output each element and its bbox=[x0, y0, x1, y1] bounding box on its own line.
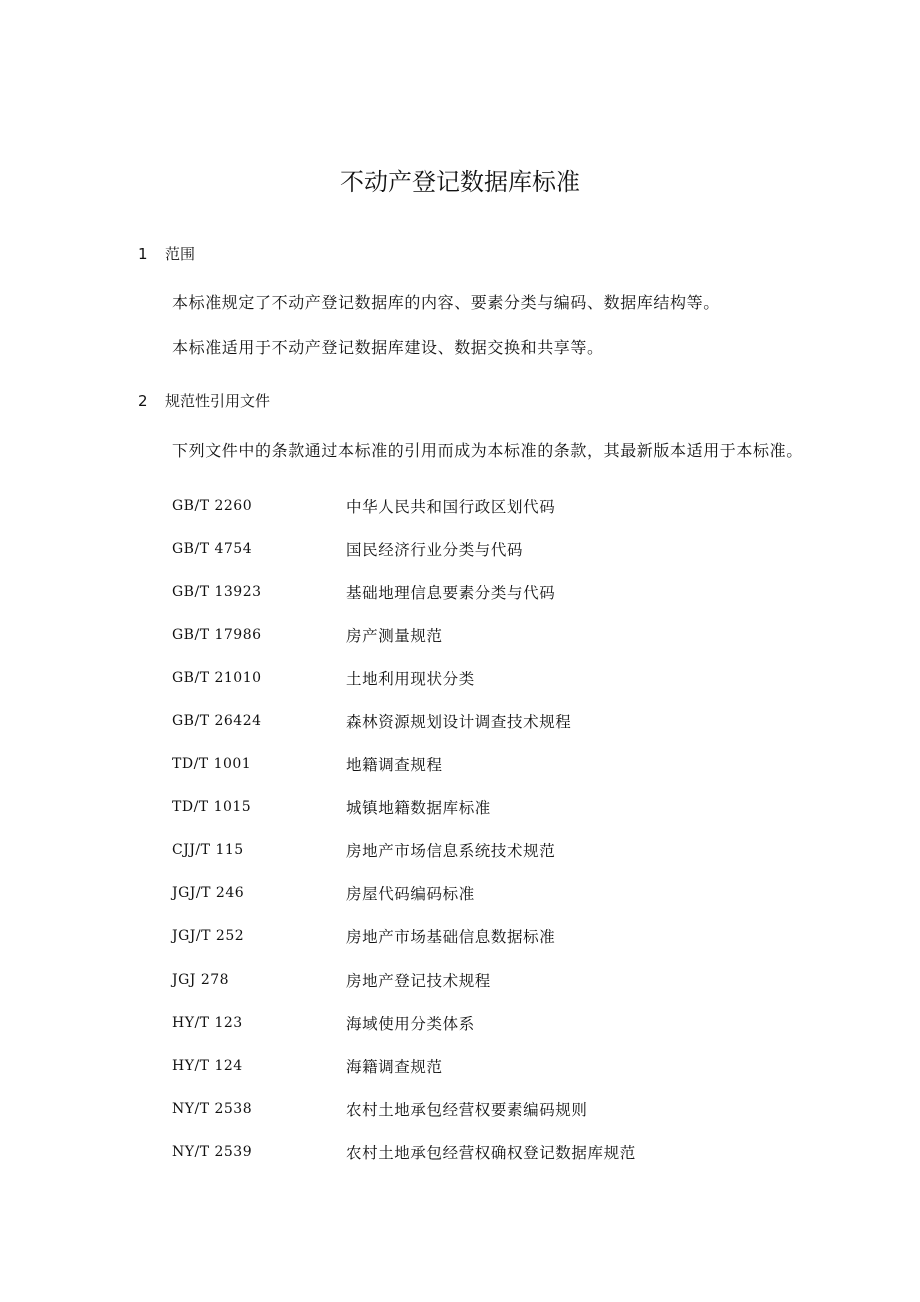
reference-name: 房地产市场基础信息数据标准 bbox=[346, 928, 556, 947]
reference-name: 土地利用现状分类 bbox=[346, 669, 475, 688]
reference-code: HY/T 123 bbox=[172, 1014, 243, 1031]
section-heading-scope bbox=[138, 244, 195, 264]
reference-item bbox=[172, 613, 636, 656]
reference-list bbox=[172, 484, 636, 1174]
reference-code: JGJ/T 246 bbox=[172, 885, 245, 902]
reference-code: GB/T 4754 bbox=[172, 540, 253, 557]
reference-code: HY/T 124 bbox=[172, 1057, 243, 1074]
reference-name: 地籍调查规程 bbox=[346, 756, 443, 775]
reference-code: GB/T 13923 bbox=[172, 583, 262, 600]
reference-code: JGJ 278 bbox=[172, 971, 230, 988]
section-number: 1 bbox=[138, 245, 148, 263]
reference-code: GB/T 26424 bbox=[172, 713, 262, 730]
reference-item bbox=[172, 1130, 636, 1173]
reference-code: GB/T 21010 bbox=[172, 669, 262, 686]
reference-item bbox=[172, 570, 636, 613]
reference-name: 农村土地承包经营权确权登记数据库规范 bbox=[346, 1143, 636, 1162]
reference-item bbox=[172, 958, 636, 1001]
reference-item bbox=[172, 872, 636, 915]
reference-item bbox=[172, 527, 636, 570]
document-title: 不动产登记数据库标准 bbox=[340, 168, 580, 196]
paragraph: 本标准适用于不动产登记数据库建设、数据交换和共享等。 bbox=[172, 338, 604, 357]
reference-item bbox=[172, 829, 636, 872]
section-title: 范围 bbox=[165, 245, 196, 263]
reference-code: CJJ/T 115 bbox=[172, 842, 244, 859]
reference-item bbox=[172, 1087, 636, 1130]
reference-code: GB/T 2260 bbox=[172, 497, 253, 514]
reference-name: 中华人民共和国行政区划代码 bbox=[346, 497, 556, 516]
reference-item bbox=[172, 656, 636, 699]
reference-name: 房屋代码编码标准 bbox=[346, 885, 475, 904]
reference-name: 海域使用分类体系 bbox=[346, 1014, 475, 1033]
reference-item bbox=[172, 786, 636, 829]
reference-code: TD/T 1001 bbox=[172, 756, 252, 773]
reference-code: JGJ/T 252 bbox=[172, 928, 245, 945]
reference-code: NY/T 2539 bbox=[172, 1143, 253, 1160]
reference-item bbox=[172, 915, 636, 958]
reference-code: TD/T 1015 bbox=[172, 799, 252, 816]
reference-code: NY/T 2538 bbox=[172, 1100, 253, 1117]
section-number: 2 bbox=[138, 392, 148, 410]
reference-name: 房地产登记技术规程 bbox=[346, 971, 491, 990]
reference-code: GB/T 17986 bbox=[172, 626, 262, 643]
reference-name: 农村土地承包经营权要素编码规则 bbox=[346, 1100, 588, 1119]
reference-name: 房地产市场信息系统技术规范 bbox=[346, 842, 556, 861]
section-heading-references bbox=[138, 391, 270, 411]
reference-name: 森林资源规划设计调查技术规程 bbox=[346, 713, 572, 732]
reference-name: 基础地理信息要素分类与代码 bbox=[346, 583, 556, 602]
section-title: 规范性引用文件 bbox=[165, 392, 271, 410]
reference-name: 海籍调查规范 bbox=[346, 1057, 443, 1076]
reference-name: 国民经济行业分类与代码 bbox=[346, 540, 524, 559]
reference-item bbox=[172, 743, 636, 786]
reference-item bbox=[172, 1001, 636, 1044]
paragraph: 本标准规定了不动产登记数据库的内容、要素分类与编码、数据库结构等。 bbox=[172, 293, 720, 312]
paragraph: 下列文件中的条款通过本标准的引用而成为本标准的条款，其最新版本适用于本标准。 bbox=[172, 441, 803, 460]
reference-item bbox=[172, 1044, 636, 1087]
reference-name: 房产测量规范 bbox=[346, 626, 443, 645]
reference-item bbox=[172, 699, 636, 742]
reference-name: 城镇地籍数据库标准 bbox=[346, 799, 491, 818]
reference-item bbox=[172, 484, 636, 527]
